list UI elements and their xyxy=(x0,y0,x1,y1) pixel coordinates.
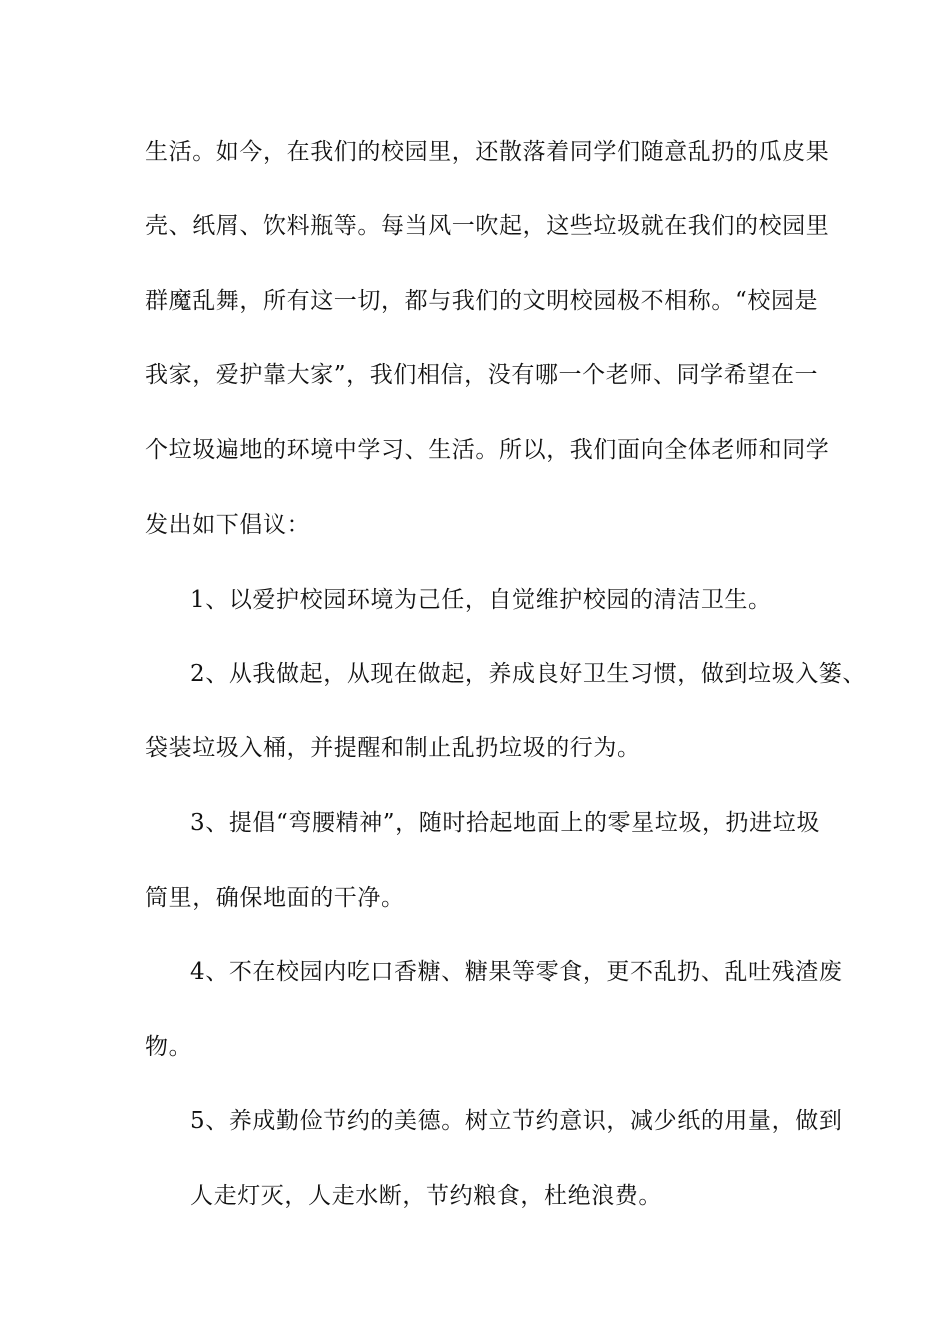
proposal-item-2: 2、从我做起，从现在做起，养成良好卫生习惯，做到垃圾入篓、 xyxy=(190,661,867,687)
proposal-item-5-continued: 人走灯灭，人走水断，节约粮食，杜绝浪费。 xyxy=(190,1183,662,1209)
proposal-item-3: 3、提倡“弯腰精神”，随时拾起地面上的零星垃圾，扔进垃圾 xyxy=(190,810,820,836)
paragraph-line: 群魔乱舞，所有这一切，都与我们的文明校园极不相称。“校园是 xyxy=(145,288,819,314)
paragraph-line: 发出如下倡议： xyxy=(145,512,311,538)
paragraph-line: 壳、纸屑、饮料瓶等。每当风一吹起，这些垃圾就在我们的校园里 xyxy=(145,213,830,239)
proposal-item-5: 5、养成勤俭节约的美德。树立节约意识，减少纸的用量，做到 xyxy=(190,1108,843,1134)
paragraph-line: 我家，爱护靠大家”，我们相信，没有哪一个老师、同学希望在一 xyxy=(145,362,819,388)
proposal-item-2-continued: 袋装垃圾入桶，并提醒和制止乱扔垃圾的行为。 xyxy=(145,735,641,761)
paragraph-line: 个垃圾遍地的环境中学习、生活。所以，我们面向全体老师和同学 xyxy=(145,437,830,463)
proposal-item-1: 1、以爱护校园环境为己任，自觉维护校园的清洁卫生。 xyxy=(190,587,772,613)
paragraph-line: 生活。如今，在我们的校园里，还散落着同学们随意乱扔的瓜皮果 xyxy=(145,139,830,165)
proposal-item-3-continued: 筒里，确保地面的干净。 xyxy=(145,885,405,911)
proposal-item-4-continued: 物。 xyxy=(145,1034,193,1060)
proposal-item-4: 4、不在校园内吃口香糖、糖果等零食，更不乱扔、乱吐残渣废 xyxy=(190,959,843,985)
